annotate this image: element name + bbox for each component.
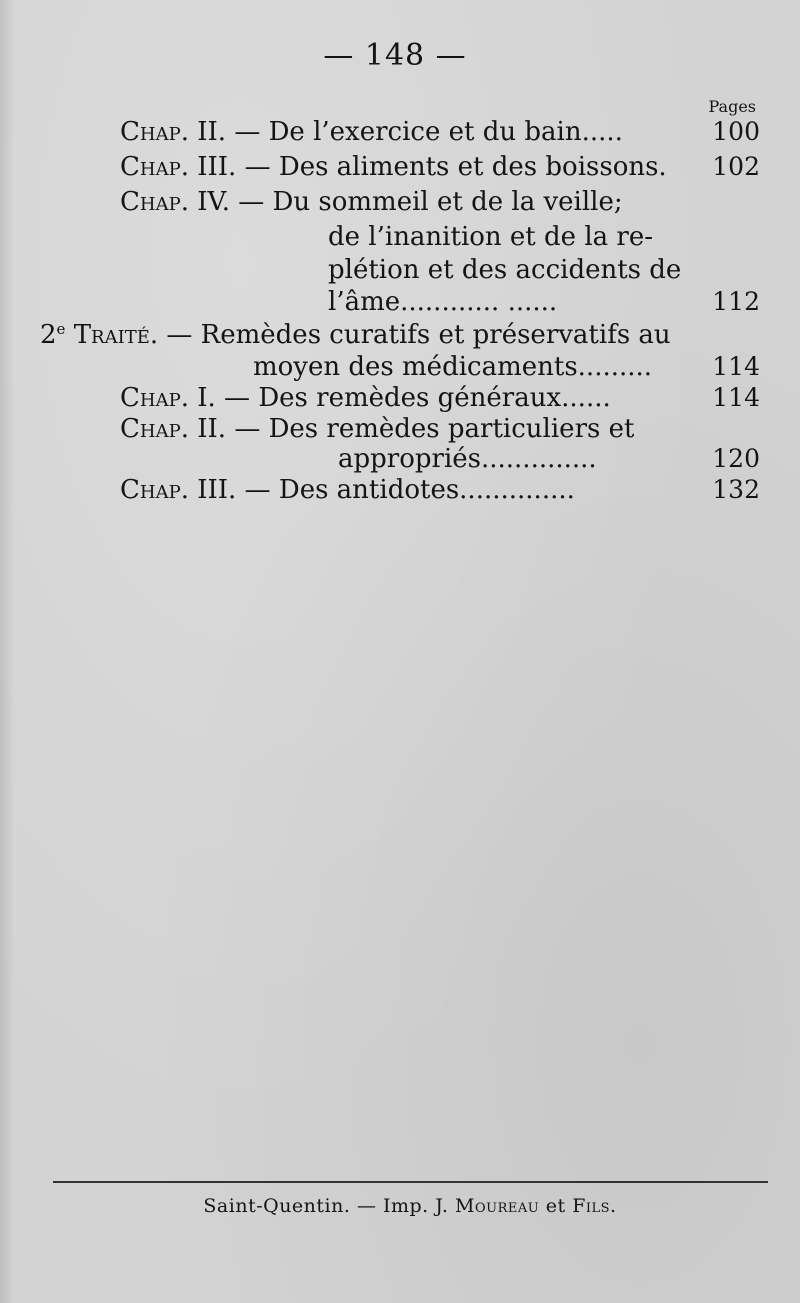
entry-dash: — bbox=[234, 414, 261, 444]
toc-page-number: 114 bbox=[712, 352, 760, 381]
chapter-number: I. bbox=[197, 383, 216, 413]
printer-name: Moureau bbox=[455, 1195, 540, 1217]
page-number: — 148 — bbox=[323, 38, 467, 73]
chapter-number: III. bbox=[197, 152, 237, 182]
toc-entry-chap-i-generaux bbox=[120, 381, 611, 415]
footer-rule bbox=[53, 1181, 768, 1183]
entry-title: Des remèdes particuliers et bbox=[268, 414, 635, 444]
chapter-number: II. bbox=[197, 117, 227, 147]
imprint-label: Imp. J. bbox=[383, 1195, 449, 1217]
entry-title: Des aliments et des boissons. bbox=[278, 152, 667, 182]
toc-entry-chap-iii-antidotes bbox=[120, 473, 575, 507]
chapter-prefix: Chap. bbox=[120, 117, 189, 147]
imprint-place: Saint-Quentin. bbox=[203, 1195, 351, 1217]
chapter-prefix: Chap. bbox=[120, 187, 189, 217]
chapter-number: III. bbox=[197, 475, 237, 505]
toc-entry-chap-iv-sommeil bbox=[120, 185, 623, 219]
entry-continuation: appropriés.............. bbox=[338, 444, 597, 474]
toc-entry-chap-ii-particuliers bbox=[120, 412, 634, 446]
toc-page-number: 114 bbox=[712, 383, 760, 412]
chapter-prefix: Chap. bbox=[120, 475, 189, 505]
treatise-label: Traité. bbox=[73, 320, 159, 350]
ordinal-superscript: e bbox=[56, 320, 66, 338]
entry-dash: — bbox=[234, 117, 261, 147]
entry-dash: — bbox=[244, 475, 271, 505]
entry-title: De l’exercice et du bain..... bbox=[268, 117, 623, 147]
entry-continuation: l’âme............ ...... bbox=[328, 287, 558, 317]
entry-dash: — bbox=[166, 320, 193, 350]
chapter-number: IV. bbox=[197, 187, 231, 217]
toc-page-number: 120 bbox=[712, 444, 760, 473]
page-edge-shadow bbox=[0, 0, 14, 1303]
toc-entry-traite-2 bbox=[40, 318, 671, 352]
toc-entry-chap-iii-aliments bbox=[120, 150, 667, 184]
entry-title: Des antidotes.............. bbox=[278, 475, 575, 505]
chapter-number: II. bbox=[197, 414, 227, 444]
imprint-dash: — bbox=[356, 1195, 377, 1217]
toc-page-number: 112 bbox=[712, 287, 760, 316]
entry-continuation: de l’inanition et de la re- bbox=[328, 222, 653, 252]
chapter-prefix: Chap. bbox=[120, 414, 189, 444]
printer-imprint bbox=[0, 1195, 800, 1217]
printer-sons: Fils. bbox=[572, 1195, 617, 1217]
entry-continuation: plétion et des accidents de bbox=[328, 255, 682, 285]
entry-title: Des remèdes généraux...... bbox=[258, 383, 611, 413]
entry-dash: — bbox=[238, 187, 265, 217]
imprint-conjunction: et bbox=[545, 1195, 566, 1217]
entry-dash: — bbox=[244, 152, 271, 182]
entry-continuation: moyen des médicaments......... bbox=[253, 352, 653, 382]
treatise-ordinal: 2 bbox=[40, 320, 57, 350]
toc-page-number: 102 bbox=[712, 152, 760, 181]
entry-title: Du sommeil et de la veille; bbox=[272, 187, 623, 217]
entry-dash: — bbox=[224, 383, 251, 413]
toc-entry-chap-ii-exercice bbox=[120, 115, 623, 149]
chapter-prefix: Chap. bbox=[120, 383, 189, 413]
pages-column-header: Pages bbox=[708, 97, 756, 116]
chapter-prefix: Chap. bbox=[120, 152, 189, 182]
toc-page-number: 100 bbox=[712, 117, 760, 146]
toc-page-number: 132 bbox=[712, 475, 760, 504]
entry-title: Remèdes curatifs et préservatifs au bbox=[200, 320, 671, 350]
